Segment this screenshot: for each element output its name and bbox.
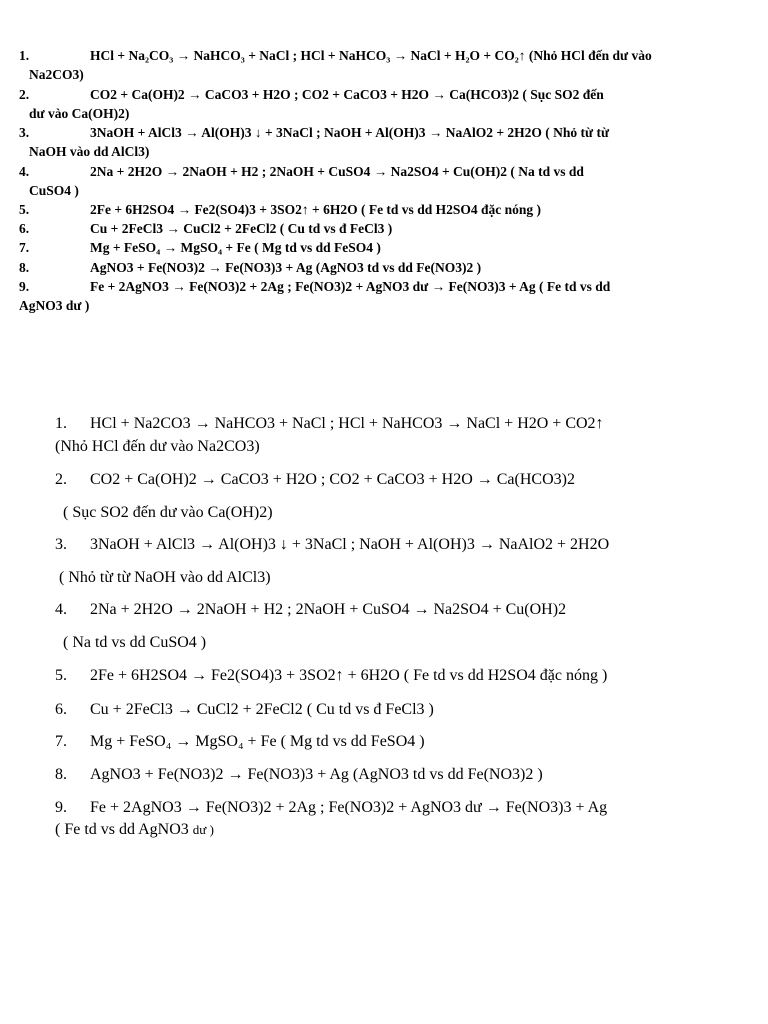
item-number: 3. (19, 125, 30, 140)
reaction-text: CO2 + Ca(OH)2 → CaCO3 + H2O ; CO2 + CaCO3 + H2O → Ca(HCO3)2 ( Sục SO2 đến (90, 87, 604, 102)
item-number: 8. (19, 260, 30, 275)
reaction-note: CuSO4 ) (29, 183, 79, 198)
reaction-text: 2Na + 2H2O → 2NaOH + H2 ; 2NaOH + CuSO4 → Na2SO4 + Cu(OH)2 (90, 601, 567, 618)
reaction-note: dư vào Ca(OH)2) (29, 106, 130, 121)
item-number: 9. (19, 279, 30, 294)
reaction-note-main: ( Fe td vs dd AgNO3 (55, 821, 189, 838)
reaction-text: HCl + Na₂CO₃ → NaHCO₃ + NaCl ; HCl + NaHCO₃ → NaCl + H₂O + CO₂↑ (Nhỏ HCl đến dư vào (90, 48, 652, 63)
item-number: 4. (19, 164, 30, 179)
reaction-note: ( Nhỏ từ từ NaOH vào dd AlCl3) (59, 569, 271, 586)
reaction-text: Cu + 2FeCl3 → CuCl2 + 2FeCl2 ( Cu td vs đ FeCl3 ) (90, 221, 393, 236)
item-number: 3. (55, 536, 67, 553)
reaction-note: ( Sục SO2 đến dư vào Ca(OH)2) (63, 504, 273, 521)
reaction-text: Mg + FeSO₄ → MgSO₄ + Fe ( Mg td vs dd FeSO4 ) (90, 240, 381, 255)
item-number: 9. (55, 799, 67, 816)
item-number: 6. (19, 221, 30, 236)
reaction-text: Mg + FeSO₄ → MgSO₄ + Fe ( Mg td vs dd FeSO4 ) (90, 733, 425, 750)
reaction-text: 2Fe + 6H2SO4 → Fe2(SO4)3 + 3SO2↑ + 6H2O ( Fe td vs dd H2SO4 đặc nóng ) (90, 667, 608, 684)
item-number: 2. (55, 471, 67, 488)
item-number: 5. (19, 202, 30, 217)
reaction-note: ( Na td vs dd CuSO4 ) (63, 634, 207, 651)
reaction-text: Fe + 2AgNO3 → Fe(NO3)2 + 2Ag ; Fe(NO3)2 + AgNO3 dư → Fe(NO3)3 + Ag ( Fe td vs dd (90, 279, 611, 294)
reaction-text: HCl + Na2CO3 → NaHCO3 + NaCl ; HCl + NaHCO3 → NaCl + H2O + CO2↑ (90, 415, 604, 432)
reaction-note: AgNO3 dư ) (19, 298, 90, 313)
item-number: 6. (55, 701, 67, 718)
reaction-note: (Nhỏ HCl đến dư vào Na2CO3) (55, 438, 260, 455)
item-number: 7. (55, 733, 67, 750)
reaction-text: Fe + 2AgNO3 → Fe(NO3)2 + 2Ag ; Fe(NO3)2 + AgNO3 dư → Fe(NO3)3 + Ag (90, 799, 608, 816)
item-number: 7. (19, 240, 30, 255)
reaction-text: CO2 + Ca(OH)2 → CaCO3 + H2O ; CO2 + CaCO3 + H2O → Ca(HCO3)2 (90, 471, 575, 488)
item-number: 2. (19, 87, 30, 102)
reaction-note-small: dư ) (192, 822, 214, 837)
reaction-note (55, 819, 214, 841)
item-number: 5. (55, 667, 67, 684)
reaction-note: NaOH vào dd AlCl3) (29, 144, 150, 159)
item-number: 8. (55, 766, 67, 783)
item-number: 1. (55, 415, 67, 432)
item-number: 1. (19, 48, 30, 63)
reaction-note: Na2CO3) (29, 67, 84, 82)
reaction-text: 3NaOH + AlCl3 → Al(OH)3 ↓ + 3NaCl ; NaOH + Al(OH)3 → NaAlO2 + 2H2O ( Nhỏ từ từ (90, 125, 610, 140)
reaction-text: AgNO3 + Fe(NO3)2 → Fe(NO3)3 + Ag (AgNO3 td vs dd Fe(NO3)2 ) (90, 766, 543, 783)
reaction-text: Cu + 2FeCl3 → CuCl2 + 2FeCl2 ( Cu td vs đ FeCl3 ) (90, 701, 434, 718)
item-number: 4. (55, 601, 67, 618)
reaction-text: 2Na + 2H2O → 2NaOH + H2 ; 2NaOH + CuSO4 → Na2SO4 + Cu(OH)2 ( Na td vs dd (90, 164, 584, 179)
reaction-text: AgNO3 + Fe(NO3)2 → Fe(NO3)3 + Ag (AgNO3 td vs dd Fe(NO3)2 ) (90, 260, 482, 275)
reaction-text: 2Fe + 6H2SO4 → Fe2(SO4)3 + 3SO2↑ + 6H2O ( Fe td vs dd H2SO4 đặc nóng ) (90, 202, 541, 217)
reaction-text: 3NaOH + AlCl3 → Al(OH)3 ↓ + 3NaCl ; NaOH + Al(OH)3 → NaAlO2 + 2H2O (90, 536, 610, 553)
